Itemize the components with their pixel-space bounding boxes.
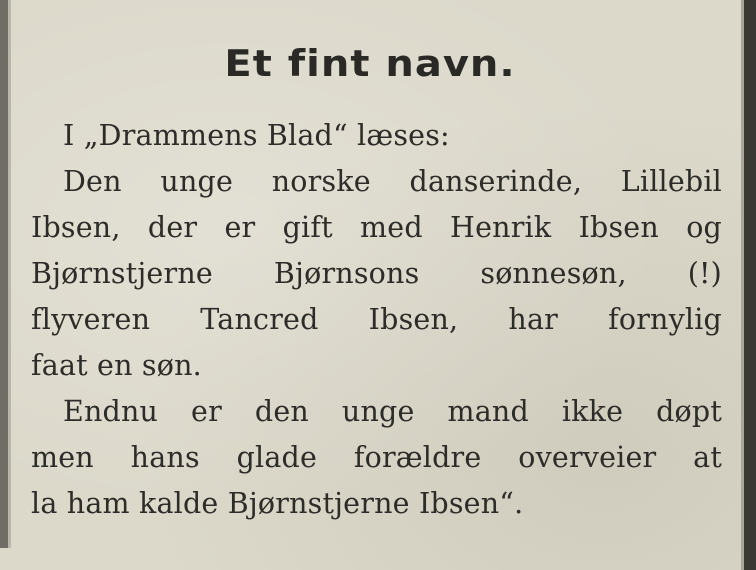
paragraph-1-line-5: faat en søn. xyxy=(31,349,202,382)
paragraph-2-line-1: Endnu er den unge mand ikke døpt xyxy=(63,395,722,428)
paragraph-1-line-4: flyveren Tancred Ibsen, har fornylig xyxy=(31,303,722,336)
article-intro xyxy=(31,113,722,159)
article-paragraph-1 xyxy=(31,159,722,389)
paragraph-1-line-3: Bjørnstjerne Bjørnsons sønnesøn, (!) xyxy=(31,257,722,290)
paragraph-2-line-3: la ham kalde Bjørnstjerne Ibsen“. xyxy=(31,487,524,520)
right-column-rule xyxy=(744,0,756,570)
intro-line: I „Drammens Blad“ læses: xyxy=(63,119,450,152)
paragraph-2-line-2: men hans glade forældre overveier at xyxy=(31,441,722,474)
paragraph-1-line-2: Ibsen, der er gift med Henrik Ibsen og xyxy=(31,211,722,244)
article-headline: Et fint navn. xyxy=(224,42,516,86)
right-column-rule-shadow xyxy=(741,0,744,570)
article-paragraph-2 xyxy=(31,389,722,527)
paragraph-1-line-1: Den unge norske danserinde, Lillebil xyxy=(63,165,722,198)
